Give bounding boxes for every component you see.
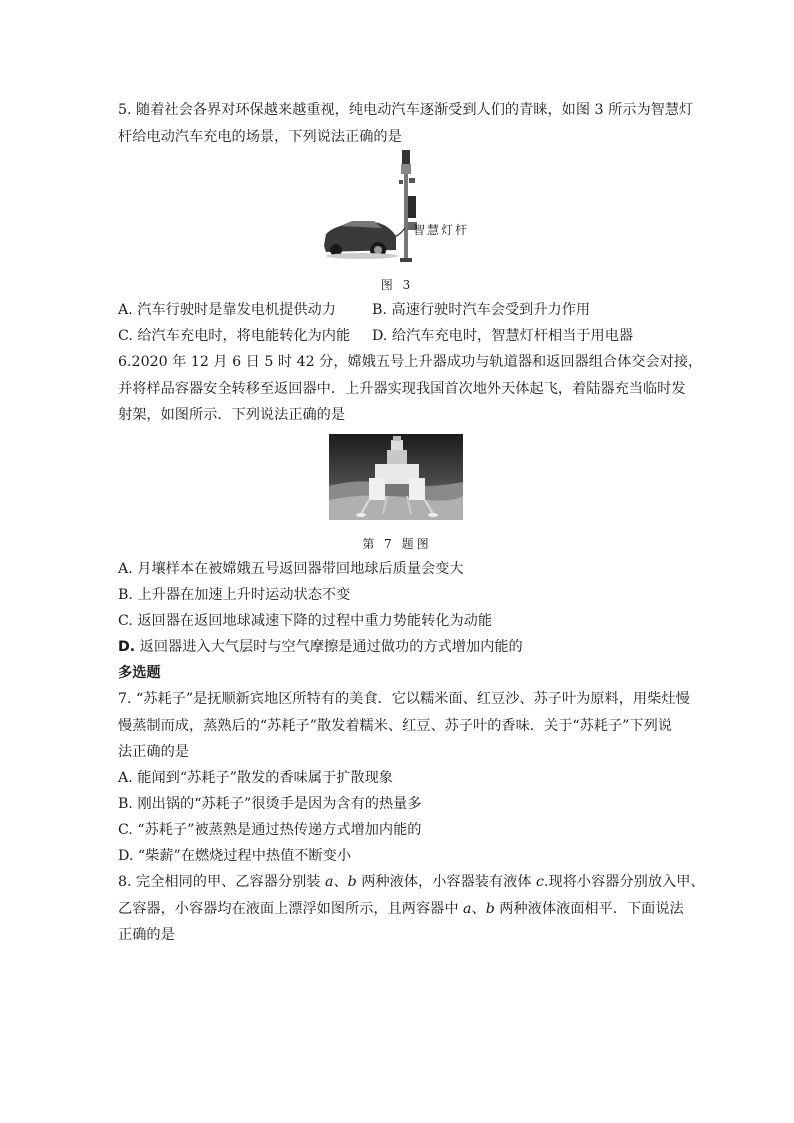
q5-figure-caption: 图 3 <box>380 278 414 292</box>
q8-text: 8. 完全相同的甲、乙容器分别装 <box>118 874 325 890</box>
q7-option-a: A. 能闻到“苏耗子”散发的香味属于扩散现象 <box>118 770 393 786</box>
q5-figure-label: 智慧灯杆 <box>413 223 470 237</box>
q6-stem-line3: 射架，如图所示．下列说法正确的是 <box>118 407 346 423</box>
q8-var-a: a <box>325 874 334 890</box>
q7-stem-line2: 慢蒸制而成，蒸熟后的“苏耗子”散发着糯米、红豆、苏子叶的香味．关于“苏耗子”下列说 <box>118 718 672 734</box>
q6-option-a: A. 月壤样本在被嫦娥五号返回器带回地球后质量会变大 <box>118 561 464 577</box>
section-heading-multi-choice: 多选题 <box>118 665 161 681</box>
q6-stem-line1: 6.2020 年 12 月 6 日 5 时 42 分，嫦娥五号上升器成功与轨道器和返回器组合体交会对接， <box>118 354 703 370</box>
q5-stem-line2: 杆给电动汽车充电的场景，下列说法正确的是 <box>118 129 402 145</box>
q8-text: .现将小容器分别放入甲、 <box>544 874 705 890</box>
q6-option-c: C. 返回器在返回地球减速下降的过程中重力势能转化为动能 <box>118 613 493 629</box>
q6-option-d-text: 返回器进入大气层时与空气摩擦是通过做功的方式增加内能的 <box>135 639 523 655</box>
q8-text: 两种液体液面相平．下面说法 <box>494 901 684 917</box>
q7-stem-line3: 法正确的是 <box>118 744 189 760</box>
q8-sep: 、 <box>333 874 348 890</box>
q5-option-c: C. 给汽车充电时，将电能转化为内能 <box>118 328 351 344</box>
smart-lamp-ev-figure <box>322 150 477 268</box>
q7-option-c: C. “苏耗子”被蒸熟是通过热传递方式增加内能的 <box>118 822 422 838</box>
q7-option-b: B. 刚出锅的“苏耗子”很烫手是因为含有的热量多 <box>118 796 422 812</box>
q8-var-b: b <box>485 901 495 917</box>
q6-option-d <box>118 638 523 656</box>
q7-option-d: D. “柴薪”在燃烧过程中热值不断变小 <box>118 848 352 864</box>
q8-var-a: a <box>463 901 472 917</box>
q8-text: 乙容器，小容器均在液面上漂浮如图所示，且两容器中 <box>118 901 464 917</box>
q8-sep: 、 <box>471 901 486 917</box>
q6-option-b: B. 上升器在加速上升时运动状态不变 <box>118 587 351 603</box>
q8-var-c: c <box>536 874 544 890</box>
q6-stem-line2: 并将样品容器安全转移至返回器中．上升器实现我国首次地外天体起飞，着陆器充当临时发 <box>118 381 686 397</box>
q5-option-b: B. 高速行驶时汽车会受到升力作用 <box>372 302 591 318</box>
q8-stem-line1 <box>118 873 705 891</box>
q6-option-d-letter: D. <box>118 639 136 655</box>
q5-stem-line1: 5. 随着社会各界对环保越来越重视，纯电动汽车逐渐受到人们的青睐，如图 3 所示为智慧灯 <box>118 102 694 118</box>
q5-option-a: A. 汽车行驶时是靠发电机提供动力 <box>118 302 336 318</box>
q8-stem-line2 <box>118 900 688 918</box>
q7-stem-line1: 7. “苏耗子”是抚顺新宾地区所特有的美食．它以糯米面、红豆沙、苏子叶为原料，用柴灶慢 <box>118 691 690 707</box>
q8-var-b: b <box>347 874 357 890</box>
q5-option-d: D. 给汽车充电时，智慧灯杆相当于用电器 <box>372 328 634 344</box>
q8-stem-line3: 正确的是 <box>118 927 175 943</box>
change5-lander-photo <box>329 434 463 520</box>
q8-text: 两种液体，小容器装有液体 <box>356 874 537 890</box>
q6-figure-caption: 第 7 题图 <box>362 537 432 551</box>
